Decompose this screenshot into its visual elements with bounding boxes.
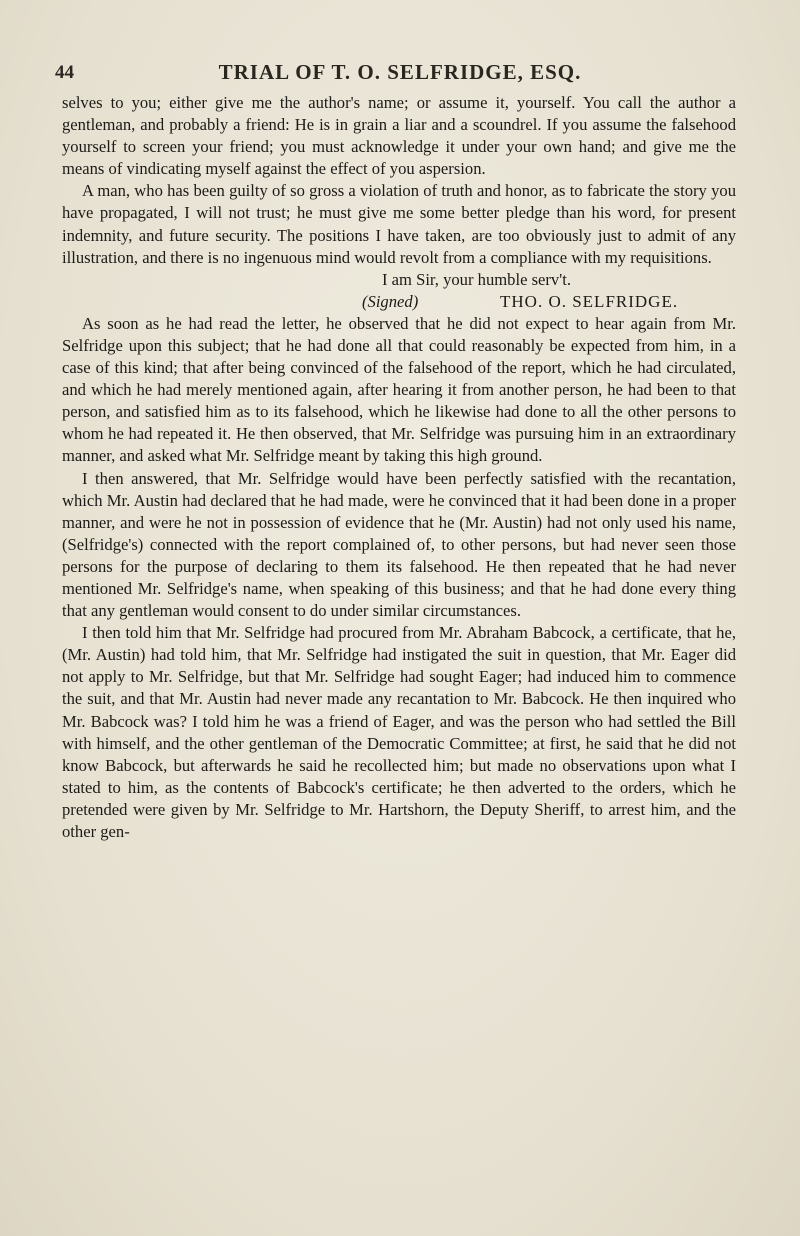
paragraph-letter-2: A man, who has been guilty of so gross a violation of truth and honor, as to fabricate the story you have propagated, I will not trust; he must give me some better pledge than his word, for present indemnity, and future security. The positions I have taken, are too obviously just to admit of any illustration, and there is no ingenuous mind would revolt from a compliance with my requisitions. [62,181,736,267]
paragraph-narrative-3: I then told him that Mr. Selfridge had procured from Mr. Abraham Babcock, a certificate, that he, (Mr. Austin) had told him, that Mr. Selfridge had instigated the suit in question, that Mr. Eager did not apply to Mr. Selfridge, but that Mr. Selfridge had sought Eager; had induced him to commence the suit, and that Mr. Austin had never made any recantation to Mr. Babcock. He then inquired who Mr. Babcock was? I told him he was a friend of Eager, and was the person who had settled the Bill with himself, and the other gentleman of the Democratic Committee; at first, he said that he did not know Babcock, but afterwards he said he recollected him; but made no observations upon what I stated to him, as the contents of Babcock's certificate; he then adverted to the orders, which he pretended were given by Mr. Selfridge to Mr. Hartshorn, the Deputy Sheriff, to arrest him, and the other gen- [62,623,736,841]
page-header [55,12,745,82]
paragraph-narrative-1: As soon as he had read the letter, he observed that he did not expect to hear again from Mr. Selfridge upon this subject; that he had done all that could reasonably be expected from him, in a case of this kind; that after being convinced of the falsehood of the report, which he had circulated, and which he had merely mentioned again, after hearing it from another person, he had been to that person, and satisfied him as to its falsehood, which he likewise had done to all the other persons to whom he had repeated it. He then observed, that Mr. Selfridge was pursuing him in an extraordinary manner, and asked what Mr. Selfridge meant by taking this high ground. [62,313,736,466]
signature-line [62,291,736,313]
body-text [62,92,736,843]
running-head: TRIAL OF T. O. SELFRIDGE, ESQ. [218,60,582,84]
paragraph-letter-1: selves to you; either give me the author's name; or assume it, yourself. You call the author a gentleman, and probably a friend: He is in grain a liar and a scoundrel. If you assume the falsehood yourself to screen your friend; you must acknowledge it under your own hand; and give me the means of vindicating myself against the effect of you aspersion. [62,93,736,179]
page-number: 44 [55,62,74,83]
letter-closing: I am Sir, your humble serv't. [382,269,571,289]
signed-label: (Signed) [362,291,419,311]
paragraph-narrative-2: I then answered, that Mr. Selfridge would have been perfectly satisfied with the recantation, which Mr. Austin had declared that he had made, were he convinced that it had been done in a proper manner, and were he not in possession of evidence that he (Mr. Austin) had not only used his name, (Selfridge's) connected with the report complained of, to other persons, but had never seen those persons for the purpose of declaring to them its falsehood. He then repeated that he had never mentioned Mr. Selfridge's name, when speaking of this business; and that he had done every thing that any gentleman would consent to do under similar circumstances. [62,468,736,621]
signed-name: THO. O. SELFRIDGE. [500,291,679,311]
